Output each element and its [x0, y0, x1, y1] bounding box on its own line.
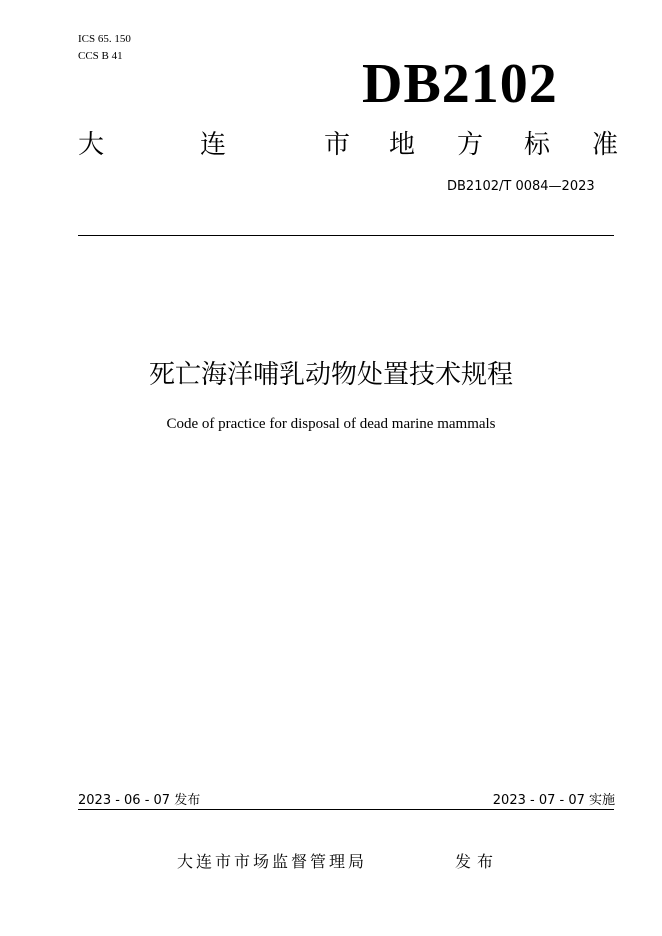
- heading-char: 地: [389, 130, 416, 160]
- standard-number: DB2102/T 0084—2023: [447, 179, 595, 194]
- heading-char: 市: [324, 130, 351, 160]
- document-title-chinese: 死亡海洋哺乳动物处置技术规程: [148, 360, 513, 390]
- heading-char: 大: [78, 130, 105, 160]
- local-standard-heading: [78, 128, 618, 162]
- publisher-name: 大连市市场监督管理局: [177, 852, 368, 871]
- heading-char: 准: [592, 130, 619, 160]
- top-divider: [78, 235, 614, 236]
- ics-code: ICS 65. 150: [78, 33, 131, 45]
- db-standard-mark: DB2102: [362, 53, 558, 115]
- document-title-english: Code of practice for disposal of dead marine mammals: [166, 416, 496, 432]
- bottom-divider: [78, 809, 614, 810]
- heading-char: 连: [200, 130, 227, 160]
- heading-char: 标: [524, 130, 551, 160]
- publish-label: 发布: [455, 852, 500, 871]
- release-date: 2023 - 06 - 07 发布: [78, 793, 201, 808]
- effective-date: 2023 - 07 - 07 实施: [492, 793, 615, 808]
- ccs-code: CCS B 41: [78, 50, 123, 62]
- heading-char: 方: [457, 130, 484, 160]
